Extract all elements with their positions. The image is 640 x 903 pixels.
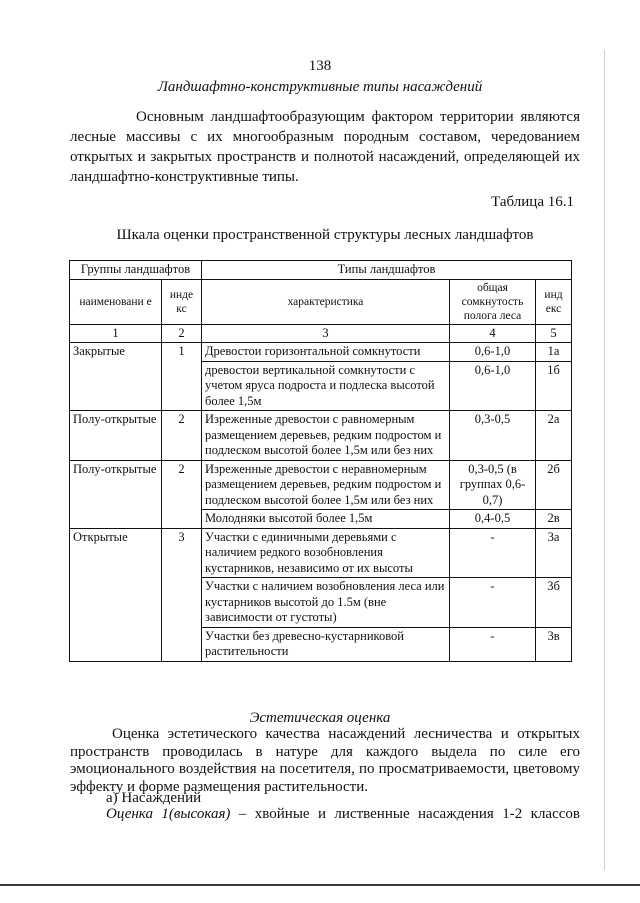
characteristic-cell: Участки с наличием возобновления леса или кустарников высотой до 1.5м (вне зависимости от густоты)	[202, 578, 450, 628]
table-row	[70, 411, 572, 461]
group-index: 1	[162, 343, 202, 411]
column-number: 3	[202, 324, 450, 343]
density-cell: -	[450, 578, 536, 628]
table-caption: Шкала оценки пространственной структуры лесных ландшафтов	[116, 227, 534, 243]
table-subheader-row	[70, 279, 572, 324]
code-cell: 3б	[536, 578, 572, 628]
density-cell: -	[450, 627, 536, 661]
code-cell: 3а	[536, 528, 572, 578]
group-index: 2	[162, 411, 202, 461]
table-header-row	[70, 261, 572, 280]
group-name: Полу-открытые	[70, 411, 162, 461]
section-title: Ландшафтно-конструктивные типы насаждений	[157, 79, 483, 95]
rating-text: – хвойные и лиственные насаждения 1-2 классов	[230, 806, 580, 822]
characteristic-cell: древостои вертикальной сомкнутости с учетом яруса подроста и подлеска высотой более 1,5м	[202, 361, 450, 411]
table-row	[70, 460, 572, 510]
characteristic-cell: Участки с единичными деревьями с наличием редкого возобновления кустарников, независимо от их высоты	[202, 528, 450, 578]
list-item-stands: а) Насаждений	[106, 790, 202, 806]
density-cell: 0,3-0,5	[450, 411, 536, 461]
characteristic-cell: Древостои горизонтальной сомкнутости	[202, 343, 450, 362]
code-cell: 2в	[536, 510, 572, 529]
group-name: Открытые	[70, 528, 162, 661]
column-name: наименовани е	[70, 279, 162, 324]
group-name: Закрытые	[70, 343, 162, 411]
column-index: инде кс	[162, 279, 202, 324]
page-right-edge	[604, 50, 605, 870]
code-cell: 1б	[536, 361, 572, 411]
landscape-structure-table	[69, 260, 572, 662]
rating-label: Оценка 1(высокая)	[106, 806, 231, 822]
density-cell: 0,4-0,5	[450, 510, 536, 529]
density-cell: -	[450, 528, 536, 578]
column-number: 5	[536, 324, 572, 343]
column-number: 4	[450, 324, 536, 343]
table-number: Таблица 16.1	[491, 194, 574, 210]
code-cell: 3в	[536, 627, 572, 661]
table-row	[70, 528, 572, 578]
characteristic-cell: Участки без древесно-кустарниковой растительности	[202, 627, 450, 661]
intro-paragraph: Основным ландшафтообразующим фактором территории являются лесные массивы с их многообразным породным составом, чередованием открытых и закрытых пространств и полнотой насаждений, определяющей их ландшафтно-конструктивные типы.	[70, 109, 580, 185]
aesthetic-section-title: Эстетическая оценка	[249, 710, 391, 726]
code-cell: 2б	[536, 460, 572, 510]
rating-line	[106, 806, 580, 823]
table-row	[70, 343, 572, 362]
aesthetic-paragraph: Оценка эстетического качества насаждений лесничества и открытых пространств проводилась в натуре для каждого выдела по силе его эмоционального воздействия на посетителя, по просматриваемости, цветовому эффекту и форме размещения растительности.	[70, 726, 580, 795]
density-cell: 0,3-0,5 (в группах 0,6-0,7)	[450, 460, 536, 510]
characteristic-cell: Молодняки высотой более 1,5м	[202, 510, 450, 529]
column-number: 2	[162, 324, 202, 343]
characteristic-cell: Изреженные древостои с равномерным размещением деревьев, редким подростом и подлеском высотой более 1,5м или без них	[202, 411, 450, 461]
column-index-code: инд екс	[536, 279, 572, 324]
page-number: 138	[308, 58, 332, 74]
density-cell: 0,6-1,0	[450, 343, 536, 362]
group-index: 2	[162, 460, 202, 528]
characteristic-cell: Изреженные древостои с неравномерным размещением деревьев, редким подростом и подлеском высотой более 1,5м или без них	[202, 460, 450, 510]
density-cell: 0,6-1,0	[450, 361, 536, 411]
group-name: Полу-открытые	[70, 460, 162, 528]
column-canopy-density: общая сомкнутость полога леса	[450, 279, 536, 324]
header-landscape-types: Типы ландшафтов	[202, 261, 572, 280]
column-number: 1	[70, 324, 162, 343]
group-index: 3	[162, 528, 202, 661]
code-cell: 1а	[536, 343, 572, 362]
column-characteristic: характеристика	[202, 279, 450, 324]
column-number-row	[70, 324, 572, 343]
page-bottom-edge	[0, 884, 640, 886]
code-cell: 2а	[536, 411, 572, 461]
header-landscape-groups: Группы ландшафтов	[70, 261, 202, 280]
